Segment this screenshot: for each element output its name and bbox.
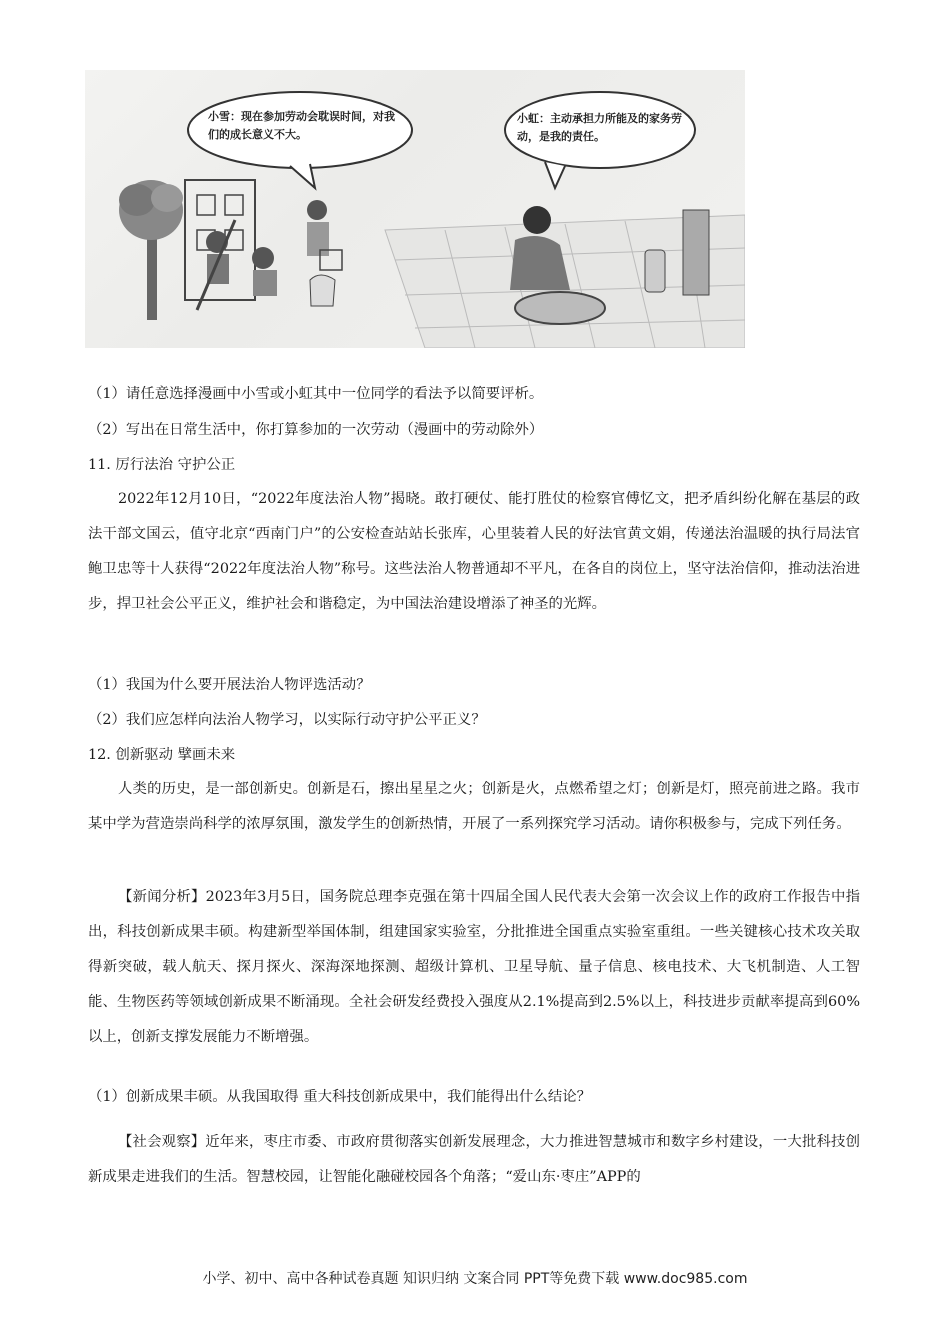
q11-sub2: （2）我们应怎样向法治人物学习，以实际行动守护公平正义？ bbox=[88, 712, 486, 728]
q12-social-text: 【社会观察】近年来，枣庄市委、市政府贯彻落实创新发展理念，大力推进智慧城市和数字乡村建设，一大批科技创新成果走进我们的生活。智慧校园，让智能化融碰校园各个角落；“爱山东·枣庄”APP的 bbox=[88, 1134, 860, 1185]
q12-social-observation bbox=[88, 1125, 860, 1195]
q10-sub1: （1）请任意选择漫画中小雪或小虹其中一位同学的看法予以简要评析。 bbox=[88, 386, 544, 402]
q12-news-text: 【新闻分析】2023年3月5日，国务院总理李克强在第十四届全国人民代表大会第一次会议上作的政府工作报告中指出，科技创新成果丰硕。构建新型举国体制，组建国家实验室，分批推进全国重点实验室重组。一些关键核心技术攻关取得新突破，载人航天、探月探火、深海深地探测、超级计算机、卫星导航、量子信息、核电技术、大飞机制造、人工智能、生物医药等领域创新成果不断涌现。全社会研发经费投入强度从2.1%提高到2.5%以上，科技进步贡献率提高到60%以上，创新支撑发展能力不断增强。 bbox=[88, 889, 860, 1045]
q12-intro-text: 人类的历史，是一部创新史。创新是石，擦出星星之火；创新是火，点燃希望之灯；创新是灯，照亮前进之路。我市某中学为营造崇尚科学的浓厚氛围，激发学生的创新热情，开展了一系列探究学习活动。请你积极参与，完成下列任务。 bbox=[88, 781, 860, 832]
q11-paragraph-text: 2022年12月10日，“2022年度法治人物”揭晓。敢打硬仗、能打胜仗的检察官傅忆文，把矛盾纠纷化解在基层的政法干部文国云，值守北京“西南门户”的公安检查站站长张库，心里装着人民的好法官黄文娟，传递法治温暖的执行局法官鲍卫忠等十人获得“2022年度法治人物”称号。这些法治人物普通却不平凡，在各自的岗位上，坚守法治信仰，推动法治进步，捍卫社会公平正义，维护社会和谐稳定，为中国法治建设增添了神圣的光辉。 bbox=[88, 491, 860, 612]
q12-title: 12. 创新驱动 擘画未来 bbox=[88, 747, 236, 763]
q10-sub2: （2）写出在日常生活中，你打算参加的一次劳动（漫画中的劳动除外） bbox=[88, 422, 544, 438]
comic-bubble-xiaohong: 小虹：主动承担力所能及的家务劳动，是我的责任。 bbox=[517, 112, 682, 143]
q11-sub1: （1）我国为什么要开展法治人物评选活动？ bbox=[88, 677, 371, 693]
labor-comic-illustration bbox=[85, 70, 745, 348]
q11-paragraph bbox=[88, 482, 860, 622]
page-footer: 小学、初中、高中各种试卷真题 知识归纳 文案合同 PPT等免费下载 www.doc985.com bbox=[202, 1271, 748, 1287]
q12-sub1: （1）创新成果丰硕。从我国取得 重大科技创新成果中，我们能得出什么结论？ bbox=[88, 1089, 592, 1105]
q12-intro bbox=[88, 772, 860, 842]
q12-news-analysis bbox=[88, 880, 860, 1055]
q11-title: 11. 厉行法治 守护公正 bbox=[88, 457, 236, 473]
comic-bubble-xiaoxue: 小雪：现在参加劳动会耽误时间，对我们的成长意义不大。 bbox=[208, 110, 395, 141]
